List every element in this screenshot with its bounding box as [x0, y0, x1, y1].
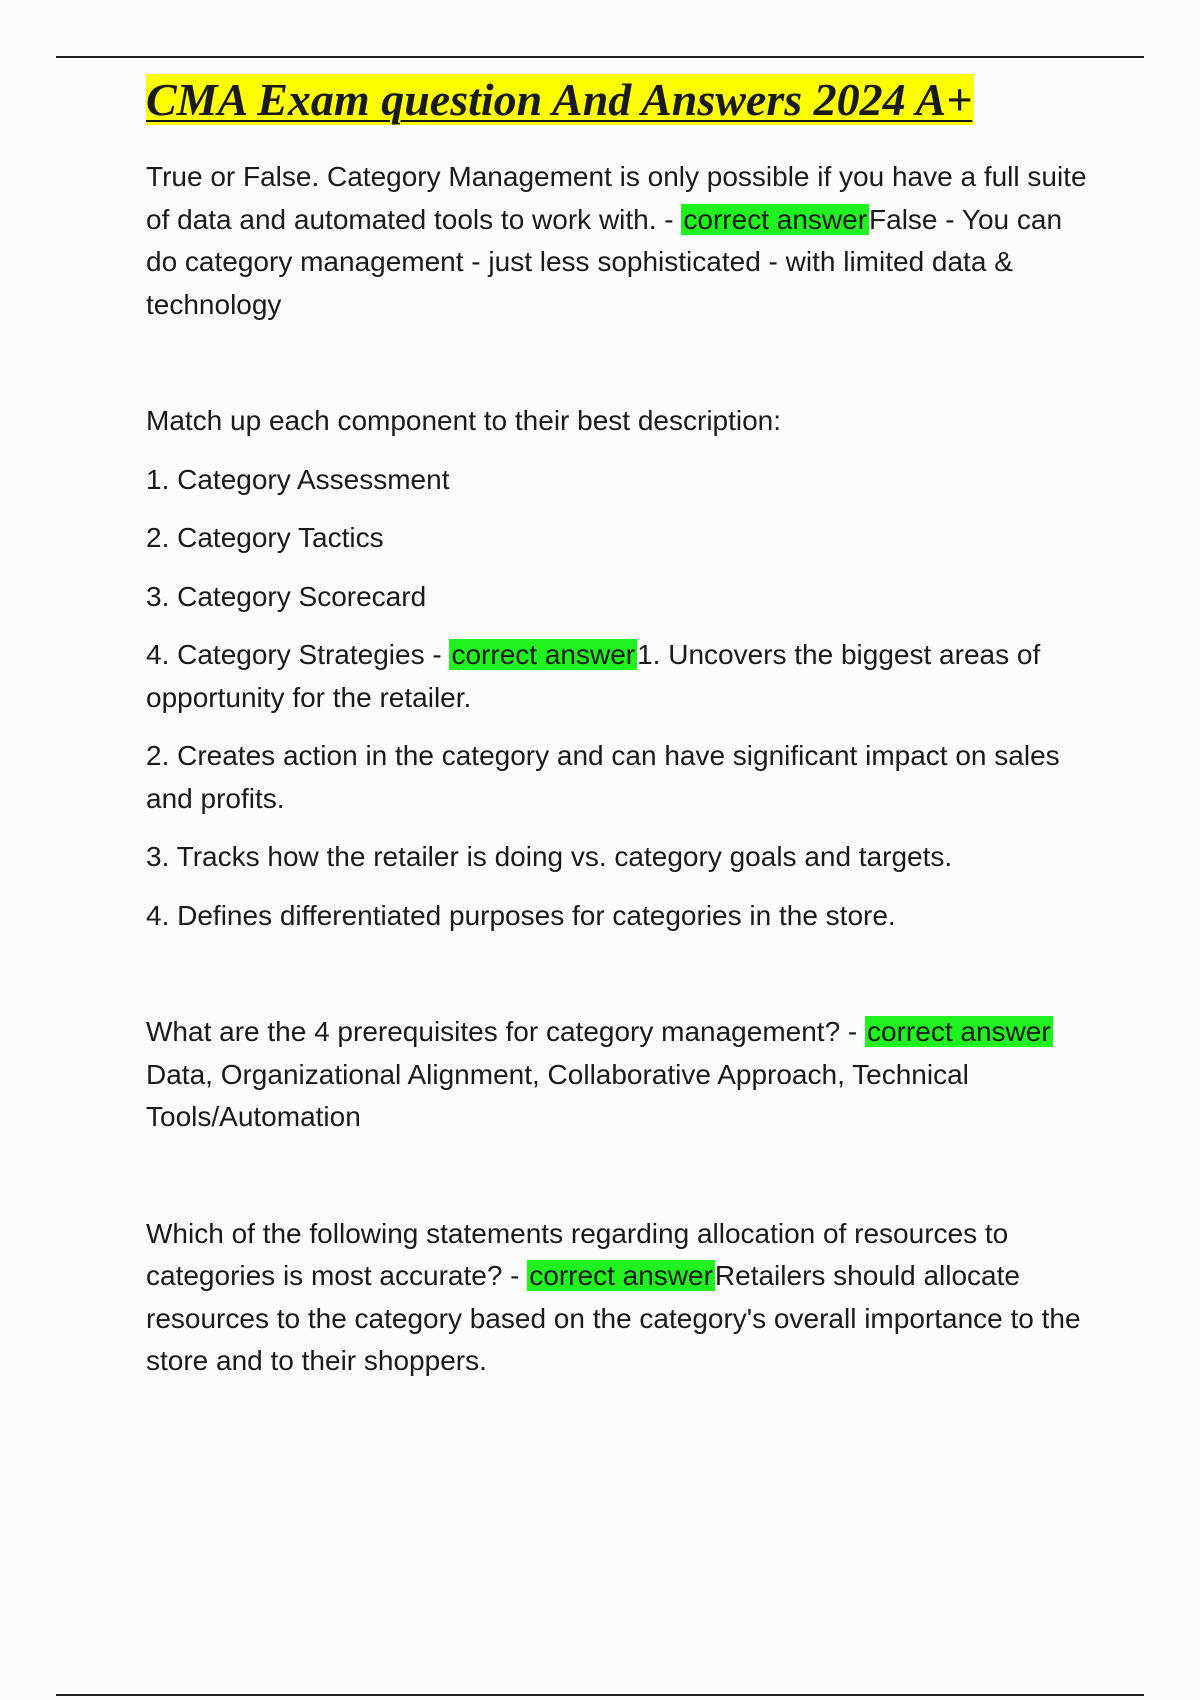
question-2-item: 2. Category Tactics — [146, 522, 384, 553]
answer-2-line: 1. Uncovers the biggest areas of opportunity for the retailer. — [146, 639, 1041, 713]
answer-2-line: 2. Creates action in the category and can have significant impact on sales and profits. — [146, 740, 1060, 814]
footer-rule — [56, 1694, 1144, 1696]
question-2-item: 4. Category Strategies - — [146, 639, 450, 670]
answer-4-text: Retailers should allocate resources to the category based on the category's overall importance to the store and to their shoppers. — [146, 1260, 1081, 1376]
question-1-text: True or False. Category Management is only possible if you have a full suite of data and automated tools to work with. - — [146, 161, 1087, 235]
correct-answer-marker: correct answer — [529, 1260, 713, 1291]
answer-1-text: False - You can do category management - just less sophisticated - with limited data & technology — [146, 203, 1063, 320]
question-3-text: What are the 4 prerequisites for category management? - — [146, 1016, 866, 1047]
question-2-item-with-answer — [146, 634, 1096, 719]
question-2-intro: Match up each component to their best description: — [146, 405, 782, 436]
header-rule — [56, 56, 1144, 58]
question-4 — [146, 1213, 1096, 1383]
question-4-text: Which of the following statements regarding allocation of resources to categories is most accurate? - — [146, 1217, 1009, 1291]
question-3 — [146, 1011, 1096, 1139]
answer-2-line: 4. Defines differentiated purposes for categories in the store. — [146, 899, 896, 931]
answer-3-text: Data, Organizational Alignment, Collaborative Approach, Technical Tools/Automation — [146, 1058, 969, 1132]
question-2-item: 1. Category Assessment — [146, 463, 450, 495]
question-2-item: 3. Category Scorecard — [146, 580, 427, 612]
document-page — [146, 72, 1096, 1383]
answer-2-line: 3. Tracks how the retailer is doing vs. category goals and targets. — [146, 841, 953, 872]
correct-answer-marker: correct answer — [683, 203, 868, 235]
question-1 — [146, 156, 1096, 326]
correct-answer-marker: correct answer — [451, 639, 636, 670]
document-title-text: CMA Exam question And Answers 2024 A+ — [146, 74, 973, 125]
correct-answer-marker: correct answer — [867, 1016, 1051, 1047]
document-title — [146, 72, 1096, 128]
